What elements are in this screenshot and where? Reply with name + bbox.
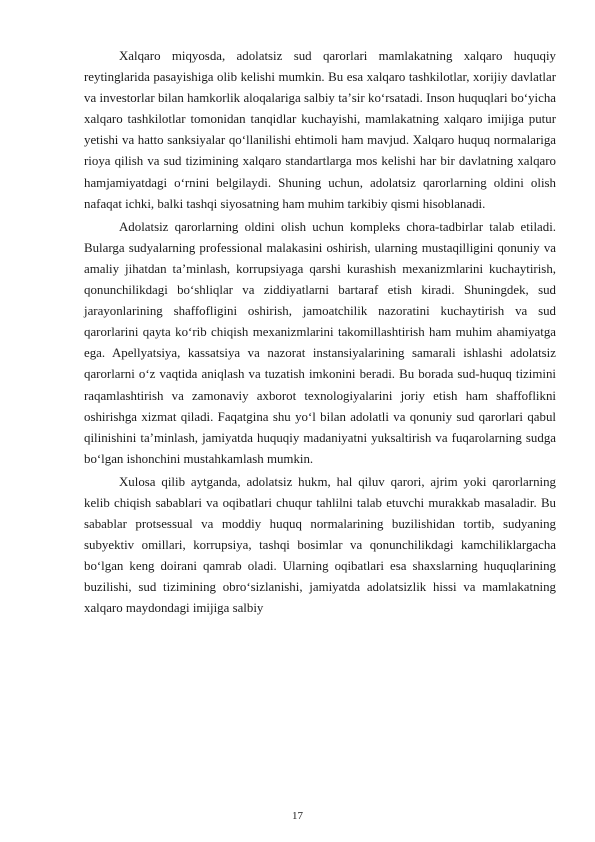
paragraph-prevention-measures: Adolatsiz qarorlarning oldini olish uchun kompleks chora-tadbirlar talab etiladi. Bularga sudyalarning professional malakasini oshirish, ularning mustaqilligini qonuniy va amaliy jihatdan taʼminlash, korrupsiyaga qarshi kurashish mexanizmlarini kuchaytirish, qonunchilikdagi boʻshliqlar va ziddiyatlarni bartaraf etish kiradi. Shuningdek, sud jarayonlarining shaffofligini oshirish, jamoatchilik nazoratini kuchaytirish va sud qarorlarini qayta koʻrib chiqish mexanizmlarini takomillashtirish ham muhim ahamiyatga ega. Apellyatsiya, kassatsiya va nazorat instansiyalarining samarali ishlashi adolatsiz qarorlarni oʻz vaqtida aniqlash va tuzatish imkonini beradi. Bu borada sud-huquq tizimini raqamlashtirish va zamonaviy axborot texnologiyalarini joriy etish ham shaffoflikni oshirishga xizmat qiladi. Faqatgina shu yoʻl bilan adolatli va qonuniy sud qarorlari qabul qilinishini taʼminlash, jamiyatda huquqiy madaniyatni yuksaltirish va fuqarolarning sudga boʻlgan ishonchini mustahkamlash mumkin. <box>84 219 556 466</box>
paragraph-international-consequences: Xalqaro miqyosda, adolatsiz sud qarorlari mamlakatning xalqaro huquqiy reytinglarida pasayishiga olib kelishi mumkin. Bu esa xalqaro tashkilotlar, xorijiy davlatlar va investorlar bilan hamkorlik aloqalariga salbiy taʼsir koʻrsatadi. Inson huquqlari boʻyicha xalqaro tashkilotlar tomonidan tanqidlar kuchayishi, mamlakatning xalqaro imijiga putur yetishi va hatto sanksiyalar qoʻllanilishi ehtimoli ham mavjud. Xalqaro huquq normalariga rioya qilish va sud tizimining xalqaro standartlarga mos kelishi har bir davlatning xalqaro hamjamiyatdagi oʻrnini belgilaydi. Shuning uchun, adolatsiz qarorlarning oldini olish nafaqat ichki, balki tashqi siyosatning ham muhim tarkibiy qismi hisoblanadi. <box>84 49 556 211</box>
paragraph-conclusion: Xulosa qilib aytganda, adolatsiz hukm, hal qiluv qarori, ajrim yoki qarorlarning kelib chiqish sabablari va oqibatlari chuqur tahlilni talab etuvchi murakkab masaladir. Bu sabablar protsessual va moddiy huquq normalarining buzilishidan tortib, sudyaning subyektiv omillari, korrupsiya, tashqi bosimlar va qonunchilikdagi kamchiliklargacha boʻlgan keng doirani qamrab oladi. Ularning oqibatlari esa shaxslarning huquqlarining buzilishi, sud tizimining obroʻsizlanishi, jamiyatda adolatsizlik hissi va mamlakatning xalqaro maydondagi imijiga salbiy <box>84 474 556 616</box>
page-number: 17 <box>292 810 303 822</box>
document-body <box>84 46 556 622</box>
